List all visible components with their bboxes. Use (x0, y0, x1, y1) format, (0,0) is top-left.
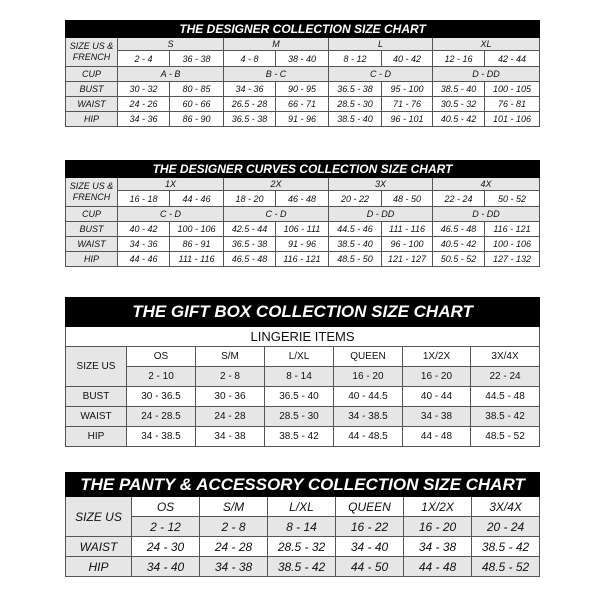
us-size: 8 - 12 (329, 51, 382, 67)
cell: 96 - 101 (382, 112, 433, 127)
table-row (66, 557, 540, 577)
cell: 116 - 121 (485, 222, 540, 237)
us-size: 12 - 16 (433, 51, 485, 67)
cell: 24 - 30 (132, 537, 200, 557)
cell: 40.5 - 42 (433, 237, 485, 252)
table-row (66, 82, 540, 97)
table-row (66, 252, 540, 267)
size-header: L/XL (268, 497, 336, 517)
row-label: HIP (66, 427, 127, 447)
cell: 24 - 28 (200, 537, 268, 557)
cell: 24 - 28 (196, 407, 265, 427)
chart-title: THE GIFT BOX COLLECTION SIZE CHART (66, 298, 540, 327)
size-label: SIZE US & FRENCH (66, 38, 118, 67)
us-size: 16 - 20 (334, 367, 403, 387)
cell: 48.5 - 52 (471, 427, 540, 447)
cell: 40 - 44.5 (334, 387, 403, 407)
french-size: 46 - 48 (276, 191, 329, 207)
cup-value: A - B (118, 67, 224, 82)
chart-title: THE DESIGNER COLLECTION SIZE CHART (66, 21, 540, 38)
cell: 111 - 116 (170, 252, 224, 267)
cell: 101 - 106 (485, 112, 540, 127)
french-size: 36 - 38 (170, 51, 224, 67)
french-size: 48 - 50 (382, 191, 433, 207)
us-size: 4 - 8 (224, 51, 276, 67)
cell: 116 - 121 (276, 252, 329, 267)
cell: 100 - 106 (485, 237, 540, 252)
cell: 111 - 116 (382, 222, 433, 237)
cell: 76 - 81 (485, 97, 540, 112)
table-row (66, 537, 540, 557)
cell: 28.5 - 30 (265, 407, 334, 427)
us-size: 20 - 24 (472, 517, 540, 537)
cell: 30.5 - 32 (433, 97, 485, 112)
french-size: 38 - 40 (276, 51, 329, 67)
size-header: 3X/4X (471, 347, 540, 367)
table-row (66, 407, 540, 427)
cell: 48.5 - 52 (472, 557, 540, 577)
cell: 24 - 26 (118, 97, 170, 112)
size-label: SIZE US & FRENCH (66, 178, 118, 207)
cell: 34 - 36 (118, 112, 170, 127)
cell: 100 - 105 (485, 82, 540, 97)
cell: 34 - 38 (404, 537, 472, 557)
size-header: 1X (118, 178, 224, 191)
size-header: L (329, 38, 433, 51)
us-size: 16 - 22 (336, 517, 404, 537)
row-label: HIP (66, 557, 132, 577)
size-label: SIZE US (66, 497, 132, 537)
cell: 86 - 91 (170, 237, 224, 252)
chart-title: THE PANTY & ACCESSORY COLLECTION SIZE CHART (66, 473, 540, 497)
us-size: 2 - 12 (132, 517, 200, 537)
us-size: 20 - 22 (329, 191, 382, 207)
cell: 34 - 40 (132, 557, 200, 577)
cup-value: D - DD (433, 67, 540, 82)
cell: 106 - 111 (276, 222, 329, 237)
cell: 91 - 96 (276, 237, 329, 252)
us-size: 8 - 14 (265, 367, 334, 387)
cell: 34 - 36 (224, 82, 276, 97)
table-row (66, 427, 540, 447)
cell: 66 - 71 (276, 97, 329, 112)
us-size: 22 - 24 (433, 191, 485, 207)
cell: 44.5 - 48 (471, 387, 540, 407)
size-header: OS (127, 347, 196, 367)
cup-value: C - D (118, 207, 224, 222)
cell: 86 - 90 (170, 112, 224, 127)
row-label: WAIST (66, 407, 127, 427)
table-row (66, 387, 540, 407)
table-row (66, 112, 540, 127)
cell: 38.5 - 42 (268, 557, 336, 577)
cell: 34 - 38 (196, 427, 265, 447)
cell: 34 - 38.5 (127, 427, 196, 447)
size-header: S/M (196, 347, 265, 367)
size-header: XL (433, 38, 540, 51)
us-size: 16 - 20 (404, 517, 472, 537)
us-size: 16 - 18 (118, 191, 170, 207)
french-size: 44 - 46 (170, 191, 224, 207)
cell: 96 - 100 (382, 237, 433, 252)
row-label: BUST (66, 222, 118, 237)
cell: 38.5 - 40 (329, 112, 382, 127)
us-size: 2 - 4 (118, 51, 170, 67)
cup-value: C - D (329, 67, 433, 82)
row-label: BUST (66, 82, 118, 97)
cell: 36.5 - 38 (224, 237, 276, 252)
cell: 48.5 - 50 (329, 252, 382, 267)
cell: 36.5 - 38 (224, 112, 276, 127)
cell: 38.5 - 42 (472, 537, 540, 557)
row-label: WAIST (66, 537, 132, 557)
row-label: WAIST (66, 97, 118, 112)
french-size: 50 - 52 (485, 191, 540, 207)
size-header: L/XL (265, 347, 334, 367)
row-label: BUST (66, 387, 127, 407)
cell: 26.5 - 28 (224, 97, 276, 112)
cell: 34 - 36 (118, 237, 170, 252)
french-size: 42 - 44 (485, 51, 540, 67)
size-header: 1X/2X (403, 347, 471, 367)
size-header: QUEEN (334, 347, 403, 367)
cup-label: CUP (66, 67, 118, 82)
table-row (66, 97, 540, 112)
cell: 42.5 - 44 (224, 222, 276, 237)
cell: 36.5 - 40 (265, 387, 334, 407)
cup-value: D - DD (329, 207, 433, 222)
gift-box-size-chart (65, 297, 540, 447)
cell: 44 - 46 (118, 252, 170, 267)
row-label: HIP (66, 252, 118, 267)
designer-curves-size-chart (65, 160, 540, 267)
cell: 44 - 48 (404, 557, 472, 577)
cup-value: D - DD (433, 207, 540, 222)
cell: 38.5 - 40 (329, 237, 382, 252)
cell: 30 - 36.5 (127, 387, 196, 407)
table-row (66, 222, 540, 237)
row-label: HIP (66, 112, 118, 127)
cell: 91 - 96 (276, 112, 329, 127)
size-header: M (224, 38, 329, 51)
french-size: 40 - 42 (382, 51, 433, 67)
cell: 95 - 100 (382, 82, 433, 97)
cell: 34 - 40 (336, 537, 404, 557)
cell: 44 - 48 (403, 427, 471, 447)
us-size: 18 - 20 (224, 191, 276, 207)
cell: 90 - 95 (276, 82, 329, 97)
cell: 34 - 38 (403, 407, 471, 427)
cell: 28.5 - 32 (268, 537, 336, 557)
cell: 127 - 132 (485, 252, 540, 267)
size-header: OS (132, 497, 200, 517)
cell: 60 - 66 (170, 97, 224, 112)
chart-subtitle: LINGERIE ITEMS (66, 327, 540, 347)
row-label: WAIST (66, 237, 118, 252)
panty-accessory-size-chart (65, 472, 540, 577)
size-header: 3X/4X (472, 497, 540, 517)
cell: 40 - 42 (118, 222, 170, 237)
cup-value: B - C (224, 67, 329, 82)
size-header: 3X (329, 178, 433, 191)
size-header: 2X (224, 178, 329, 191)
cell: 30 - 36 (196, 387, 265, 407)
us-size: 2 - 10 (127, 367, 196, 387)
us-size: 2 - 8 (196, 367, 265, 387)
size-header: 1X/2X (404, 497, 472, 517)
cell: 46.5 - 48 (224, 252, 276, 267)
cup-label: CUP (66, 207, 118, 222)
cell: 44 - 48.5 (334, 427, 403, 447)
cell: 46.5 - 48 (433, 222, 485, 237)
cup-value: C - D (224, 207, 329, 222)
cell: 34 - 38 (200, 557, 268, 577)
cell: 80 - 85 (170, 82, 224, 97)
us-size: 2 - 8 (200, 517, 268, 537)
cell: 30 - 32 (118, 82, 170, 97)
table-row (66, 237, 540, 252)
us-size: 22 - 24 (471, 367, 540, 387)
cell: 44.5 - 46 (329, 222, 382, 237)
cell: 34 - 38.5 (334, 407, 403, 427)
cell: 100 - 106 (170, 222, 224, 237)
size-header: 4X (433, 178, 540, 191)
us-size: 16 - 20 (403, 367, 471, 387)
cell: 71 - 76 (382, 97, 433, 112)
cell: 121 - 127 (382, 252, 433, 267)
cell: 24 - 28.5 (127, 407, 196, 427)
cell: 40 - 44 (403, 387, 471, 407)
cell: 36.5 - 38 (329, 82, 382, 97)
cell: 38.5 - 42 (471, 407, 540, 427)
us-size: 8 - 14 (268, 517, 336, 537)
designer-size-chart (65, 20, 540, 127)
cell: 38.5 - 42 (265, 427, 334, 447)
size-header: QUEEN (336, 497, 404, 517)
cell: 28.5 - 30 (329, 97, 382, 112)
size-header: S/M (200, 497, 268, 517)
cell: 44 - 50 (336, 557, 404, 577)
size-header: S (118, 38, 224, 51)
cell: 50.5 - 52 (433, 252, 485, 267)
cell: 40.5 - 42 (433, 112, 485, 127)
size-label: SIZE US (66, 347, 127, 387)
chart-title: THE DESIGNER CURVES COLLECTION SIZE CHART (66, 161, 540, 178)
cell: 38.5 - 40 (433, 82, 485, 97)
